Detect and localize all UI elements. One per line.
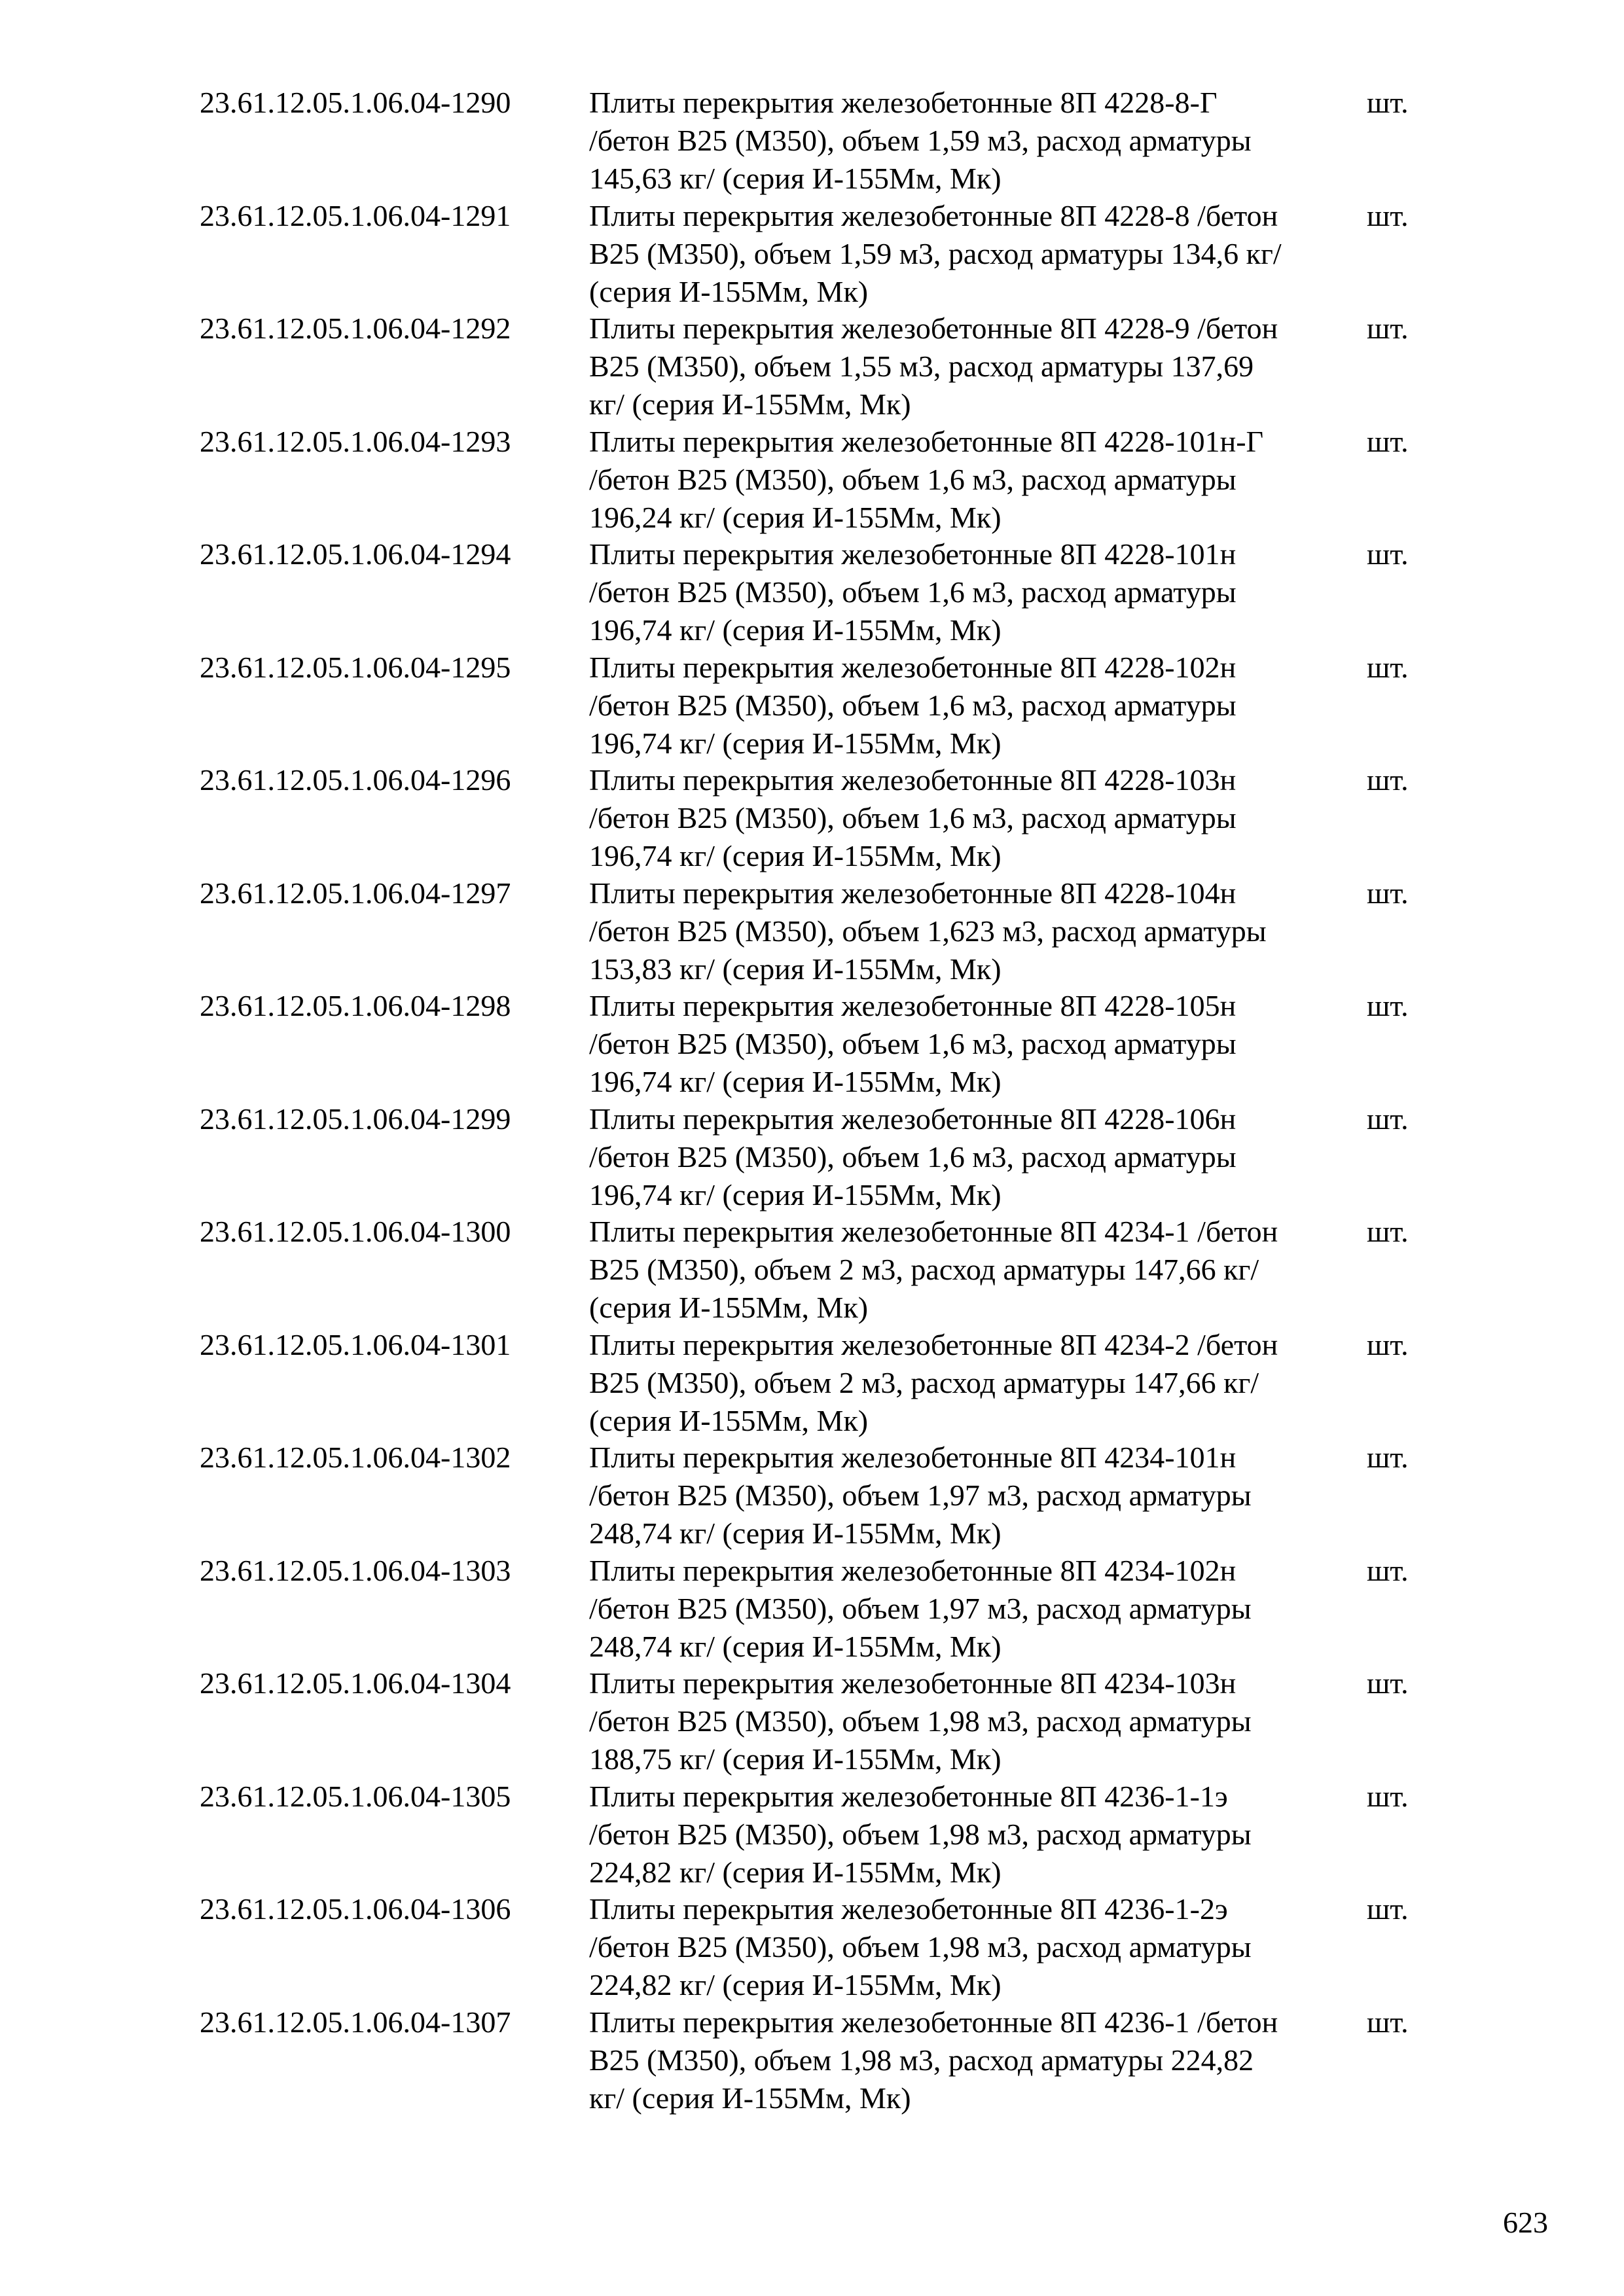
table-row: [0, 2003, 1624, 2117]
description-line: Плиты перекрытия железобетонные 8П 4228-103н: [589, 763, 1236, 797]
resource-code: 23.61.12.05.1.06.04-1291: [200, 199, 511, 232]
description-line: (серия И-155Мм, Мк): [589, 1404, 869, 1437]
resource-description: [589, 1439, 1368, 1552]
description-line: Плиты перекрытия железобетонные 8П 4228-8-Г: [589, 86, 1218, 119]
description-line: В25 (М350), объем 2 м3, расход арматуры 147,66 кг/: [589, 1366, 1259, 1399]
table-row: [0, 761, 1624, 875]
table-row: [0, 1890, 1624, 2004]
description-line: 196,24 кг/ (серия И-155Мм, Мк): [589, 501, 1001, 534]
description-line: /бетон В25 (М350), объем 1,6 м3, расход арматуры: [589, 1140, 1236, 1174]
description-line: /бетон В25 (М350), объем 1,6 м3, расход арматуры: [589, 801, 1236, 834]
description-line: 248,74 кг/ (серия И-155Мм, Мк): [589, 1630, 1001, 1663]
unit-of-measure: шт.: [1367, 651, 1409, 684]
resource-description: [589, 1778, 1368, 1892]
resource-code: 23.61.12.05.1.06.04-1298: [200, 989, 511, 1022]
resource-description: [589, 1326, 1368, 1440]
unit-of-measure: шт.: [1367, 1554, 1409, 1587]
resource-description: [589, 1552, 1368, 1666]
page-number: 623: [1503, 2206, 1548, 2239]
unit-of-measure: шт.: [1367, 425, 1409, 458]
resource-description: [589, 197, 1368, 311]
unit-of-measure: шт.: [1367, 537, 1409, 571]
description-line: /бетон В25 (М350), объем 1,97 м3, расход арматуры: [589, 1479, 1252, 1512]
resource-code: 23.61.12.05.1.06.04-1306: [200, 1892, 511, 1926]
resource-code: 23.61.12.05.1.06.04-1296: [200, 763, 511, 797]
description-line: Плиты перекрытия железобетонные 8П 4234-1 /бетон: [589, 1215, 1278, 1248]
description-line: /бетон В25 (М350), объем 1,6 м3, расход арматуры: [589, 1027, 1236, 1060]
unit-of-measure: шт.: [1367, 876, 1409, 910]
description-line: /бетон В25 (М350), объем 1,6 м3, расход арматуры: [589, 689, 1236, 722]
description-line: Плиты перекрытия железобетонные 8П 4234-103н: [589, 1666, 1236, 1700]
description-line: В25 (М350), объем 2 м3, расход арматуры 147,66 кг/: [589, 1253, 1259, 1286]
resource-code: 23.61.12.05.1.06.04-1299: [200, 1102, 511, 1136]
description-line: В25 (М350), объем 1,98 м3, расход арматуры 224,82: [589, 2043, 1254, 2077]
resource-code: 23.61.12.05.1.06.04-1305: [200, 1780, 511, 1813]
description-line: 248,74 кг/ (серия И-155Мм, Мк): [589, 1516, 1001, 1550]
resource-code: 23.61.12.05.1.06.04-1300: [200, 1215, 511, 1248]
description-line: Плиты перекрытия железобетонные 8П 4228-106н: [589, 1102, 1236, 1136]
unit-of-measure: шт.: [1367, 989, 1409, 1022]
unit-of-measure: шт.: [1367, 1328, 1409, 1361]
description-line: 224,82 кг/ (серия И-155Мм, Мк): [589, 1856, 1001, 1889]
resource-code: 23.61.12.05.1.06.04-1297: [200, 876, 511, 910]
description-line: В25 (М350), объем 1,59 м3, расход арматуры 134,6 кг/: [589, 237, 1282, 270]
unit-of-measure: шт.: [1367, 86, 1409, 119]
description-line: Плиты перекрытия железобетонные 8П 4228-9 /бетон: [589, 312, 1278, 345]
unit-of-measure: шт.: [1367, 763, 1409, 797]
resource-code: 23.61.12.05.1.06.04-1302: [200, 1441, 511, 1474]
description-line: /бетон В25 (М350), объем 1,623 м3, расход арматуры: [589, 914, 1267, 948]
description-line: /бетон В25 (М350), объем 1,6 м3, расход арматуры: [589, 575, 1236, 609]
description-line: 224,82 кг/ (серия И-155Мм, Мк): [589, 1968, 1001, 2001]
description-line: Плиты перекрытия железобетонные 8П 4228-104н: [589, 876, 1236, 910]
resource-description: [589, 535, 1368, 649]
unit-of-measure: шт.: [1367, 1215, 1409, 1248]
description-line: кг/ (серия И-155Мм, Мк): [589, 2081, 911, 2115]
description-line: /бетон В25 (М350), объем 1,97 м3, расход арматуры: [589, 1592, 1252, 1625]
resource-code: 23.61.12.05.1.06.04-1301: [200, 1328, 511, 1361]
description-line: 188,75 кг/ (серия И-155Мм, Мк): [589, 1742, 1001, 1776]
resource-description: [589, 649, 1368, 762]
resource-code: 23.61.12.05.1.06.04-1307: [200, 2005, 511, 2039]
resource-description: [589, 423, 1368, 537]
table-row: [0, 1326, 1624, 1440]
resource-code: 23.61.12.05.1.06.04-1294: [200, 537, 511, 571]
table-row: [0, 310, 1624, 423]
description-line: Плиты перекрытия железобетонные 8П 4228-101н: [589, 537, 1236, 571]
description-line: /бетон В25 (М350), объем 1,98 м3, расход арматуры: [589, 1704, 1252, 1738]
table-row: [0, 423, 1624, 537]
table-row: [0, 1213, 1624, 1327]
description-line: Плиты перекрытия железобетонные 8П 4234-101н: [589, 1441, 1236, 1474]
description-line: 153,83 кг/ (серия И-155Мм, Мк): [589, 952, 1001, 986]
table-row: [0, 84, 1624, 198]
resource-description: [589, 1890, 1368, 2004]
resource-description: [589, 1100, 1368, 1214]
description-line: 196,74 кг/ (серия И-155Мм, Мк): [589, 1178, 1001, 1211]
table-row: [0, 1439, 1624, 1552]
table-row: [0, 987, 1624, 1101]
table-row: [0, 197, 1624, 311]
resource-description: [589, 84, 1368, 198]
description-line: /бетон В25 (М350), объем 1,6 м3, расход арматуры: [589, 463, 1236, 496]
resource-description: [589, 310, 1368, 423]
table-row: [0, 1552, 1624, 1666]
description-line: 196,74 кг/ (серия И-155Мм, Мк): [589, 1065, 1001, 1098]
description-line: Плиты перекрытия железобетонные 8П 4236-1-2э: [589, 1892, 1228, 1926]
unit-of-measure: шт.: [1367, 199, 1409, 232]
description-line: 196,74 кг/ (серия И-155Мм, Мк): [589, 839, 1001, 872]
description-line: /бетон В25 (М350), объем 1,98 м3, расход арматуры: [589, 1818, 1252, 1851]
resource-code: 23.61.12.05.1.06.04-1293: [200, 425, 511, 458]
unit-of-measure: шт.: [1367, 1666, 1409, 1700]
description-line: Плиты перекрытия железобетонные 8П 4228-101н-Г: [589, 425, 1264, 458]
unit-of-measure: шт.: [1367, 1102, 1409, 1136]
description-line: Плиты перекрытия железобетонные 8П 4234-102н: [589, 1554, 1236, 1587]
description-line: (серия И-155Мм, Мк): [589, 275, 869, 308]
description-line: 145,63 кг/ (серия И-155Мм, Мк): [589, 162, 1001, 195]
table-row: [0, 1664, 1624, 1778]
unit-of-measure: шт.: [1367, 2005, 1409, 2039]
table-row: [0, 1778, 1624, 1892]
resource-description: [589, 2003, 1368, 2117]
resource-description: [589, 874, 1368, 988]
unit-of-measure: шт.: [1367, 1892, 1409, 1926]
resource-code: 23.61.12.05.1.06.04-1292: [200, 312, 511, 345]
table-row: [0, 649, 1624, 762]
description-line: 196,74 кг/ (серия И-155Мм, Мк): [589, 613, 1001, 647]
description-line: кг/ (серия И-155Мм, Мк): [589, 387, 911, 421]
table-row: [0, 535, 1624, 649]
resource-description: [589, 1664, 1368, 1778]
description-line: Плиты перекрытия железобетонные 8П 4234-2 /бетон: [589, 1328, 1278, 1361]
description-line: Плиты перекрытия железобетонные 8П 4236-1-1э: [589, 1780, 1228, 1813]
resource-code: 23.61.12.05.1.06.04-1295: [200, 651, 511, 684]
unit-of-measure: шт.: [1367, 312, 1409, 345]
resource-description: [589, 761, 1368, 875]
unit-of-measure: шт.: [1367, 1441, 1409, 1474]
description-line: Плиты перекрытия железобетонные 8П 4228-105н: [589, 989, 1236, 1022]
description-line: Плиты перекрытия железобетонные 8П 4228-8 /бетон: [589, 199, 1278, 232]
description-line: Плиты перекрытия железобетонные 8П 4236-1 /бетон: [589, 2005, 1278, 2039]
description-line: Плиты перекрытия железобетонные 8П 4228-102н: [589, 651, 1236, 684]
table-row: [0, 1100, 1624, 1214]
description-line: 196,74 кг/ (серия И-155Мм, Мк): [589, 726, 1001, 760]
description-line: (серия И-155Мм, Мк): [589, 1291, 869, 1324]
table-row: [0, 874, 1624, 988]
description-line: В25 (М350), объем 1,55 м3, расход арматуры 137,69: [589, 350, 1254, 383]
resource-description: [589, 1213, 1368, 1327]
description-line: /бетон В25 (М350), объем 1,98 м3, расход арматуры: [589, 1930, 1252, 1964]
unit-of-measure: шт.: [1367, 1780, 1409, 1813]
description-line: /бетон В25 (М350), объем 1,59 м3, расход арматуры: [589, 124, 1252, 157]
resource-code: 23.61.12.05.1.06.04-1290: [200, 86, 511, 119]
resource-code: 23.61.12.05.1.06.04-1303: [200, 1554, 511, 1587]
resource-description: [589, 987, 1368, 1101]
resource-code: 23.61.12.05.1.06.04-1304: [200, 1666, 511, 1700]
